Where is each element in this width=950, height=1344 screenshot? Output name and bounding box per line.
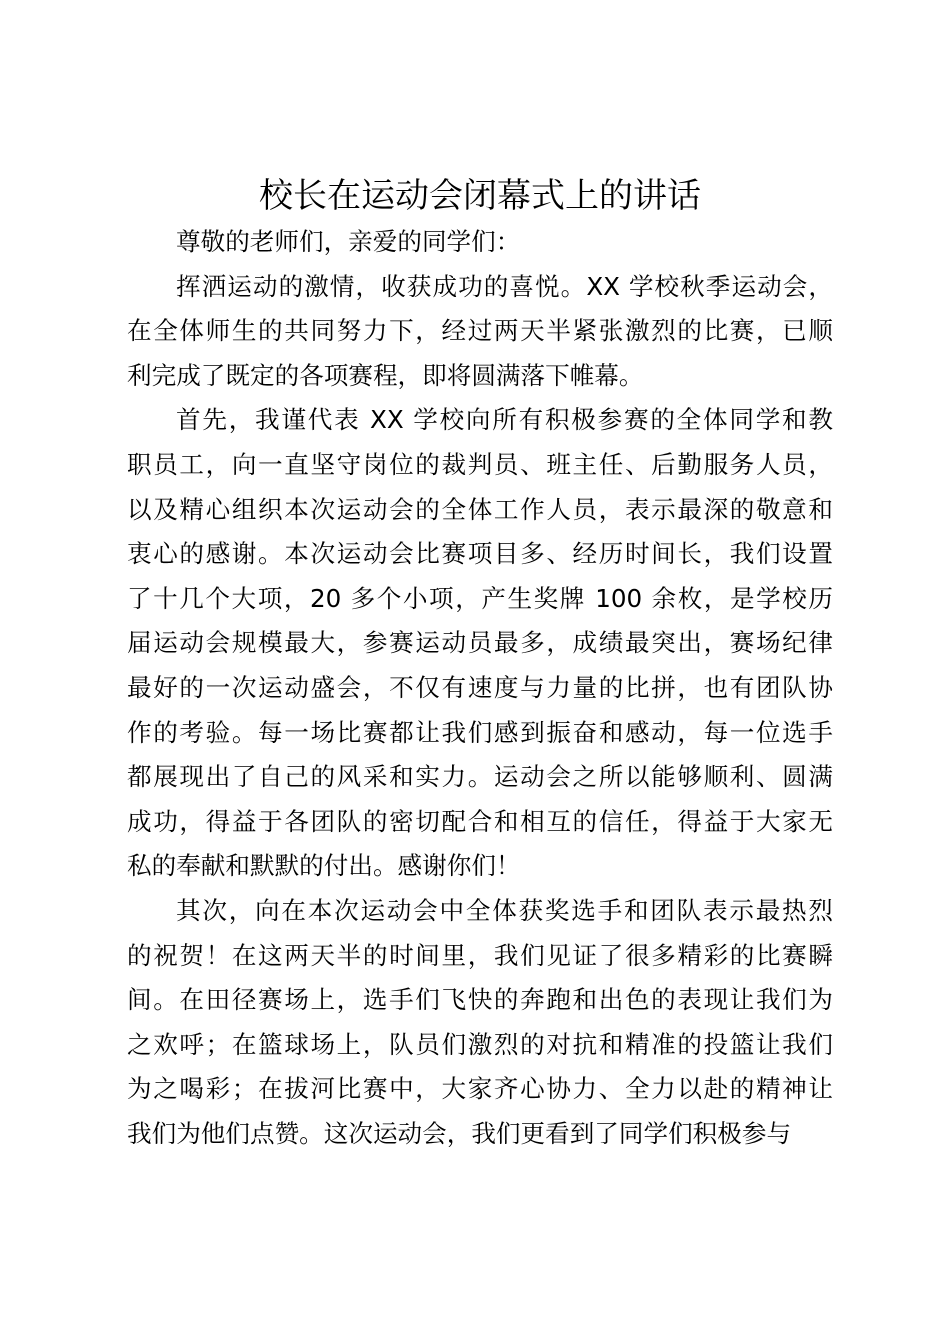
paragraph-line: 为之喝彩；在拔河比赛中，大家齐心协力、全力以赴的精神让 (127, 1074, 833, 1104)
paragraph-line: 成功，得益于各团队的密切配合和相互的信任，得益于大家无 (127, 806, 833, 836)
paragraph-line: 以及精心组织本次运动会的全体工作人员，表示最深的敬意和 (127, 494, 833, 524)
paragraph-line: 挥洒运动的激情，收获成功的喜悦。XX 学校秋季运动会， (176, 271, 833, 301)
paragraph-list (127, 265, 833, 1157)
paragraph-line: 衷心的感谢。本次运动会比赛项目多、经历时间长，我们设置 (127, 539, 833, 569)
paragraph-line: 我们为他们点赞。这次运动会，我们更看到了同学们积极参与 (127, 1118, 792, 1148)
paragraph-line: 了十几个大项，20 多个小项，产生奖牌 100 余枚，是学校历 (127, 583, 833, 613)
document-title: 校长在运动会闭幕式上的讲话 (259, 176, 701, 216)
document-body (127, 172, 833, 1156)
paragraph-line: 届运动会规模最大，参赛运动员最多，成绩最突出，赛场纪律 (127, 628, 833, 658)
paragraph-line: 作的考验。每一场比赛都让我们感到振奋和感动，每一位选手 (127, 717, 833, 747)
paragraph-line: 最好的一次运动盛会，不仅有速度与力量的比拼，也有团队协 (127, 672, 833, 702)
paragraph-line: 之欢呼；在篮球场上，队员们激烈的对抗和精准的投篮让我们 (127, 1029, 833, 1059)
paragraph-line: 职员工，向一直坚守岗位的裁判员、班主任、后勤服务人员， (127, 449, 833, 479)
paragraph-line: 利完成了既定的各项赛程，即将圆满落下帷幕。 (127, 360, 644, 390)
paragraph-line: 在全体师生的共同努力下，经过两天半紧张激烈的比赛，已顺 (127, 316, 833, 346)
paragraph-line: 私的奉献和默默的付出。感谢你们！ (127, 851, 521, 881)
paragraph-line: 的祝贺！在这两天半的时间里，我们见证了很多精彩的比赛瞬 (127, 940, 833, 970)
paragraph-line: 其次，向在本次运动会中全体获奖选手和团队表示最热烈 (176, 895, 833, 925)
paragraph-line: 都展现出了自己的风采和实力。运动会之所以能够顺利、圆满 (127, 762, 833, 792)
salutation: 尊敬的老师们，亲爱的同学们： (176, 227, 521, 256)
paragraph-line: 首先，我谨代表 XX 学校向所有积极参赛的全体同学和教 (176, 405, 833, 435)
paragraph-line: 间。在田径赛场上，选手们飞快的奔跑和出色的表现让我们为 (127, 985, 833, 1015)
